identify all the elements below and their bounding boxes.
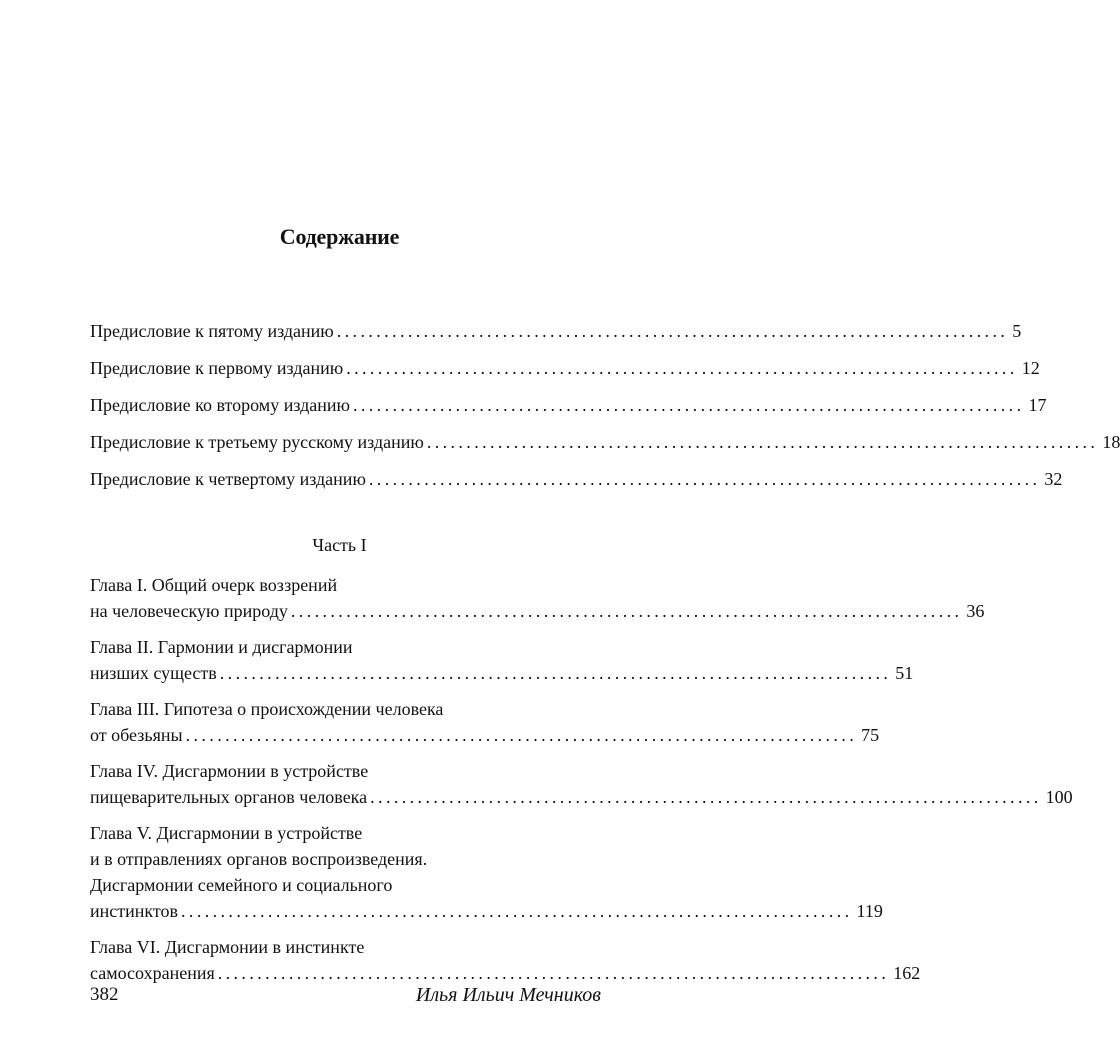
toc-page-number: 18 — [1102, 432, 1120, 452]
dot-leader: ..................................................................................... — [426, 432, 1099, 452]
toc-entry-title: низших существ — [90, 663, 217, 683]
toc-page-number: 100 — [1045, 787, 1073, 807]
dot-leader: ..................................................................................... — [368, 469, 1041, 489]
toc-page-number: 12 — [1021, 358, 1040, 378]
preface-list — [90, 318, 1120, 503]
dot-leader: ..................................................................................... — [181, 901, 853, 921]
dot-leader: ..................................................................................... — [217, 963, 890, 983]
toc-entry-line: Глава VI. Дисгармонии в инстинкте — [90, 937, 365, 957]
toc-entry-preface-5th[interactable] — [90, 318, 1022, 344]
toc-entry-preface-2nd[interactable] — [90, 392, 1047, 418]
toc-entry-preface-3rd[interactable] — [90, 429, 1120, 455]
toc-entry-chapter-4[interactable] — [90, 758, 1073, 810]
dot-leader: ..................................................................................... — [290, 601, 963, 621]
toc-entry-title: Предисловие к четвертому изданию — [90, 469, 366, 489]
toc-entry-chapter-2[interactable] — [90, 634, 914, 686]
toc-entry-preface-1st[interactable] — [90, 355, 1040, 381]
toc-entry-title: на человеческую природу — [90, 601, 288, 621]
running-footer-author: Илья Ильич Мечников — [415, 984, 601, 1006]
toc-entry-line: Глава IV. Дисгармонии в устройстве — [90, 761, 369, 781]
toc-page-number: 17 — [1028, 395, 1047, 415]
toc-entry-chapter-1[interactable] — [90, 572, 985, 624]
toc-entry-title: пищеварительных органов человека — [90, 787, 368, 807]
toc-page-number: 5 — [1012, 321, 1022, 341]
dot-leader: ..................................................................................... — [370, 787, 1042, 807]
dot-leader: ..................................................................................... — [336, 321, 1009, 341]
page-title: Содержание — [279, 224, 400, 249]
toc-page-number: 32 — [1044, 469, 1063, 489]
toc-entry-title: инстинктов — [90, 901, 179, 921]
dot-leader: ..................................................................................... — [185, 725, 858, 745]
dot-leader: ..................................................................................... — [219, 663, 892, 683]
part-title: Часть I — [312, 535, 367, 555]
toc-entry-line: Глава II. Гармонии и дисгармонии — [90, 637, 353, 657]
toc-entry-title: Предисловие ко второму изданию — [90, 395, 350, 415]
chapter-list — [90, 572, 1073, 996]
toc-entry-title: Предисловие к пятому изданию — [90, 321, 334, 341]
toc-page-number: 162 — [893, 963, 921, 983]
dot-leader: ..................................................................................... — [352, 395, 1025, 415]
toc-page-number: 36 — [966, 601, 985, 621]
toc-entry-title: Предисловие к третьему русскому изданию — [90, 432, 424, 452]
toc-entry-chapter-5[interactable] — [90, 820, 883, 924]
toc-entry-title: Предисловие к первому изданию — [90, 358, 344, 378]
toc-entry-line: Глава I. Общий очерк воззрений — [90, 575, 338, 595]
toc-entry-chapter-6[interactable] — [90, 934, 921, 986]
dot-leader: ..................................................................................... — [346, 358, 1018, 378]
toc-entry-preface-4th[interactable] — [90, 466, 1063, 492]
toc-page-number: 119 — [856, 901, 883, 921]
toc-entry-line: и в отправлениях органов воспроизведения. — [90, 849, 428, 869]
toc-entry-title: самосохранения — [90, 963, 215, 983]
toc-entry-title: от обезьяны — [90, 725, 183, 745]
toc-page-number: 51 — [895, 663, 914, 683]
toc-page-number: 75 — [861, 725, 880, 745]
toc-entry-line: Глава III. Гипотеза о происхождении человека — [90, 699, 444, 719]
page-number: 382 — [90, 984, 119, 1005]
toc-entry-chapter-3[interactable] — [90, 696, 880, 748]
toc-entry-line: Глава V. Дисгармонии в устройстве — [90, 823, 363, 843]
toc-entry-line: Дисгармонии семейного и социального — [90, 875, 393, 895]
